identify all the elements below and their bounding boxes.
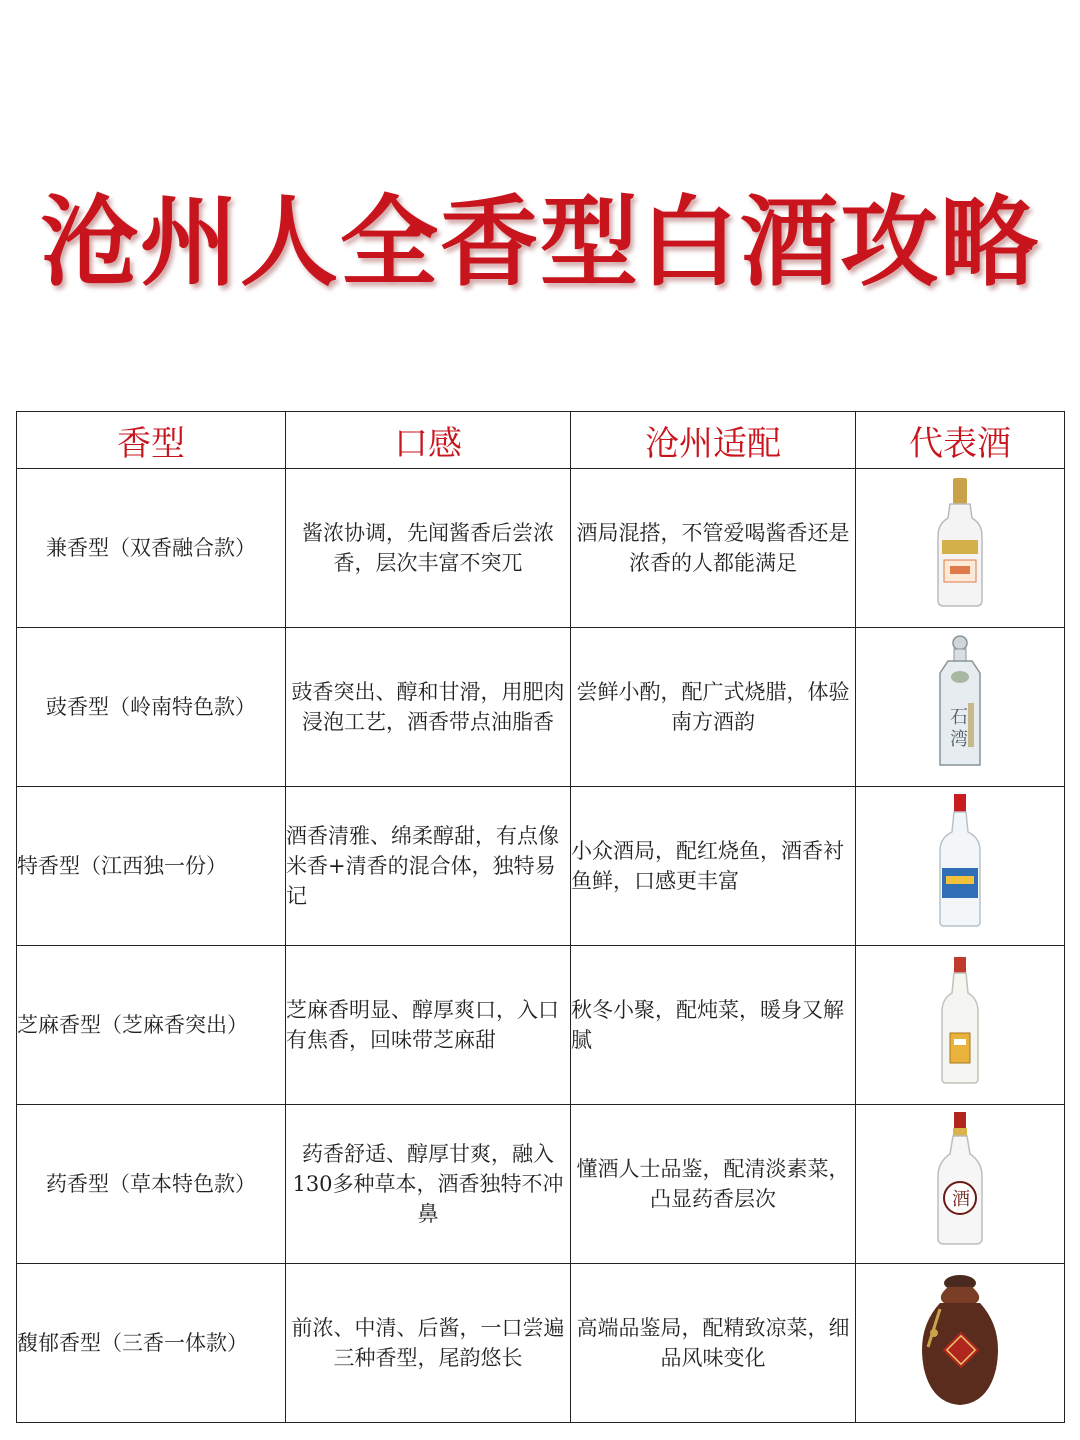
- clear-bottle-blue-label-icon: [910, 792, 1010, 932]
- svg-text:湾: 湾: [950, 729, 968, 750]
- header-aroma-type: 香型: [17, 412, 286, 469]
- taste-cell: 豉香突出、醇和甘滑，用肥肉浸泡工艺，酒香带点油脂香: [286, 628, 571, 787]
- taste-cell: 酒香清雅、绵柔醇甜，有点像米香+清香的混合体，独特易记: [286, 787, 571, 946]
- table-row: [17, 628, 1065, 787]
- aroma-type-cell: 药香型（草本特色款）: [17, 1105, 286, 1264]
- ceramic-jug-icon: [910, 1269, 1010, 1409]
- pairing-cell: 尝鲜小酌，配广式烧腊，体验南方酒韵: [571, 628, 856, 787]
- bottle-cell: [856, 1105, 1065, 1264]
- table-row: [17, 1105, 1065, 1264]
- header-taste: 口感: [286, 412, 571, 469]
- table-row: [17, 946, 1065, 1105]
- taste-cell: 芝麻香明显、醇厚爽口，入口有焦香，回味带芝麻甜: [286, 946, 571, 1105]
- page-title: 沧州人全香型白酒攻略: [39, 186, 1040, 300]
- header-cangzhou-pairing: 沧州适配: [571, 412, 856, 469]
- aroma-type-cell: 特香型（江西独一份）: [17, 787, 286, 946]
- bottle-cell: [856, 787, 1065, 946]
- clear-bottle-gold-label-icon: [910, 951, 1010, 1091]
- taste-cell: 前浓、中清、后酱，一口尝遍三种香型，尾韵悠长: [286, 1264, 571, 1423]
- svg-text:石: 石: [950, 707, 968, 728]
- bottle-cell: [856, 946, 1065, 1105]
- aroma-type-cell: 豉香型（岭南特色款）: [17, 628, 286, 787]
- table-row: [17, 469, 1065, 628]
- aroma-type-cell: 芝麻香型（芝麻香突出）: [17, 946, 286, 1105]
- pairing-cell: 酒局混搭，不管爱喝酱香还是浓香的人都能满足: [571, 469, 856, 628]
- bottle-cell: [856, 1264, 1065, 1423]
- taste-cell: 药香舒适、醇厚甘爽，融入130多种草本，酒香独特不冲鼻: [286, 1105, 571, 1264]
- white-baijiu-bottle-icon: [910, 474, 1010, 614]
- table-row: [17, 787, 1065, 946]
- svg-text:酒: 酒: [952, 1189, 970, 1210]
- liquor-table: [16, 411, 1065, 1423]
- aroma-type-cell: 兼香型（双香融合款）: [17, 469, 286, 628]
- pairing-cell: 高端品鉴局，配精致凉菜，细品风味变化: [571, 1264, 856, 1423]
- pairing-cell: 小众酒局，配红烧鱼，酒香衬鱼鲜，口感更丰富: [571, 787, 856, 946]
- pairing-cell: 秋冬小聚，配炖菜，暖身又解腻: [571, 946, 856, 1105]
- table-row: [17, 1264, 1065, 1423]
- bottle-cell: [856, 469, 1065, 628]
- aroma-type-cell: 馥郁香型（三香一体款）: [17, 1264, 286, 1423]
- bottle-cell: [856, 628, 1065, 787]
- table-header-row: [17, 412, 1065, 469]
- taste-cell: 酱浓协调，先闻酱香后尝浓香，层次丰富不突兀: [286, 469, 571, 628]
- header-representative-liquor: 代表酒: [856, 412, 1065, 469]
- white-bottle-red-cap-icon: [910, 1110, 1010, 1250]
- glass-decanter-bottle-icon: [910, 633, 1010, 773]
- pairing-cell: 懂酒人士品鉴，配清淡素菜，凸显药香层次: [571, 1105, 856, 1264]
